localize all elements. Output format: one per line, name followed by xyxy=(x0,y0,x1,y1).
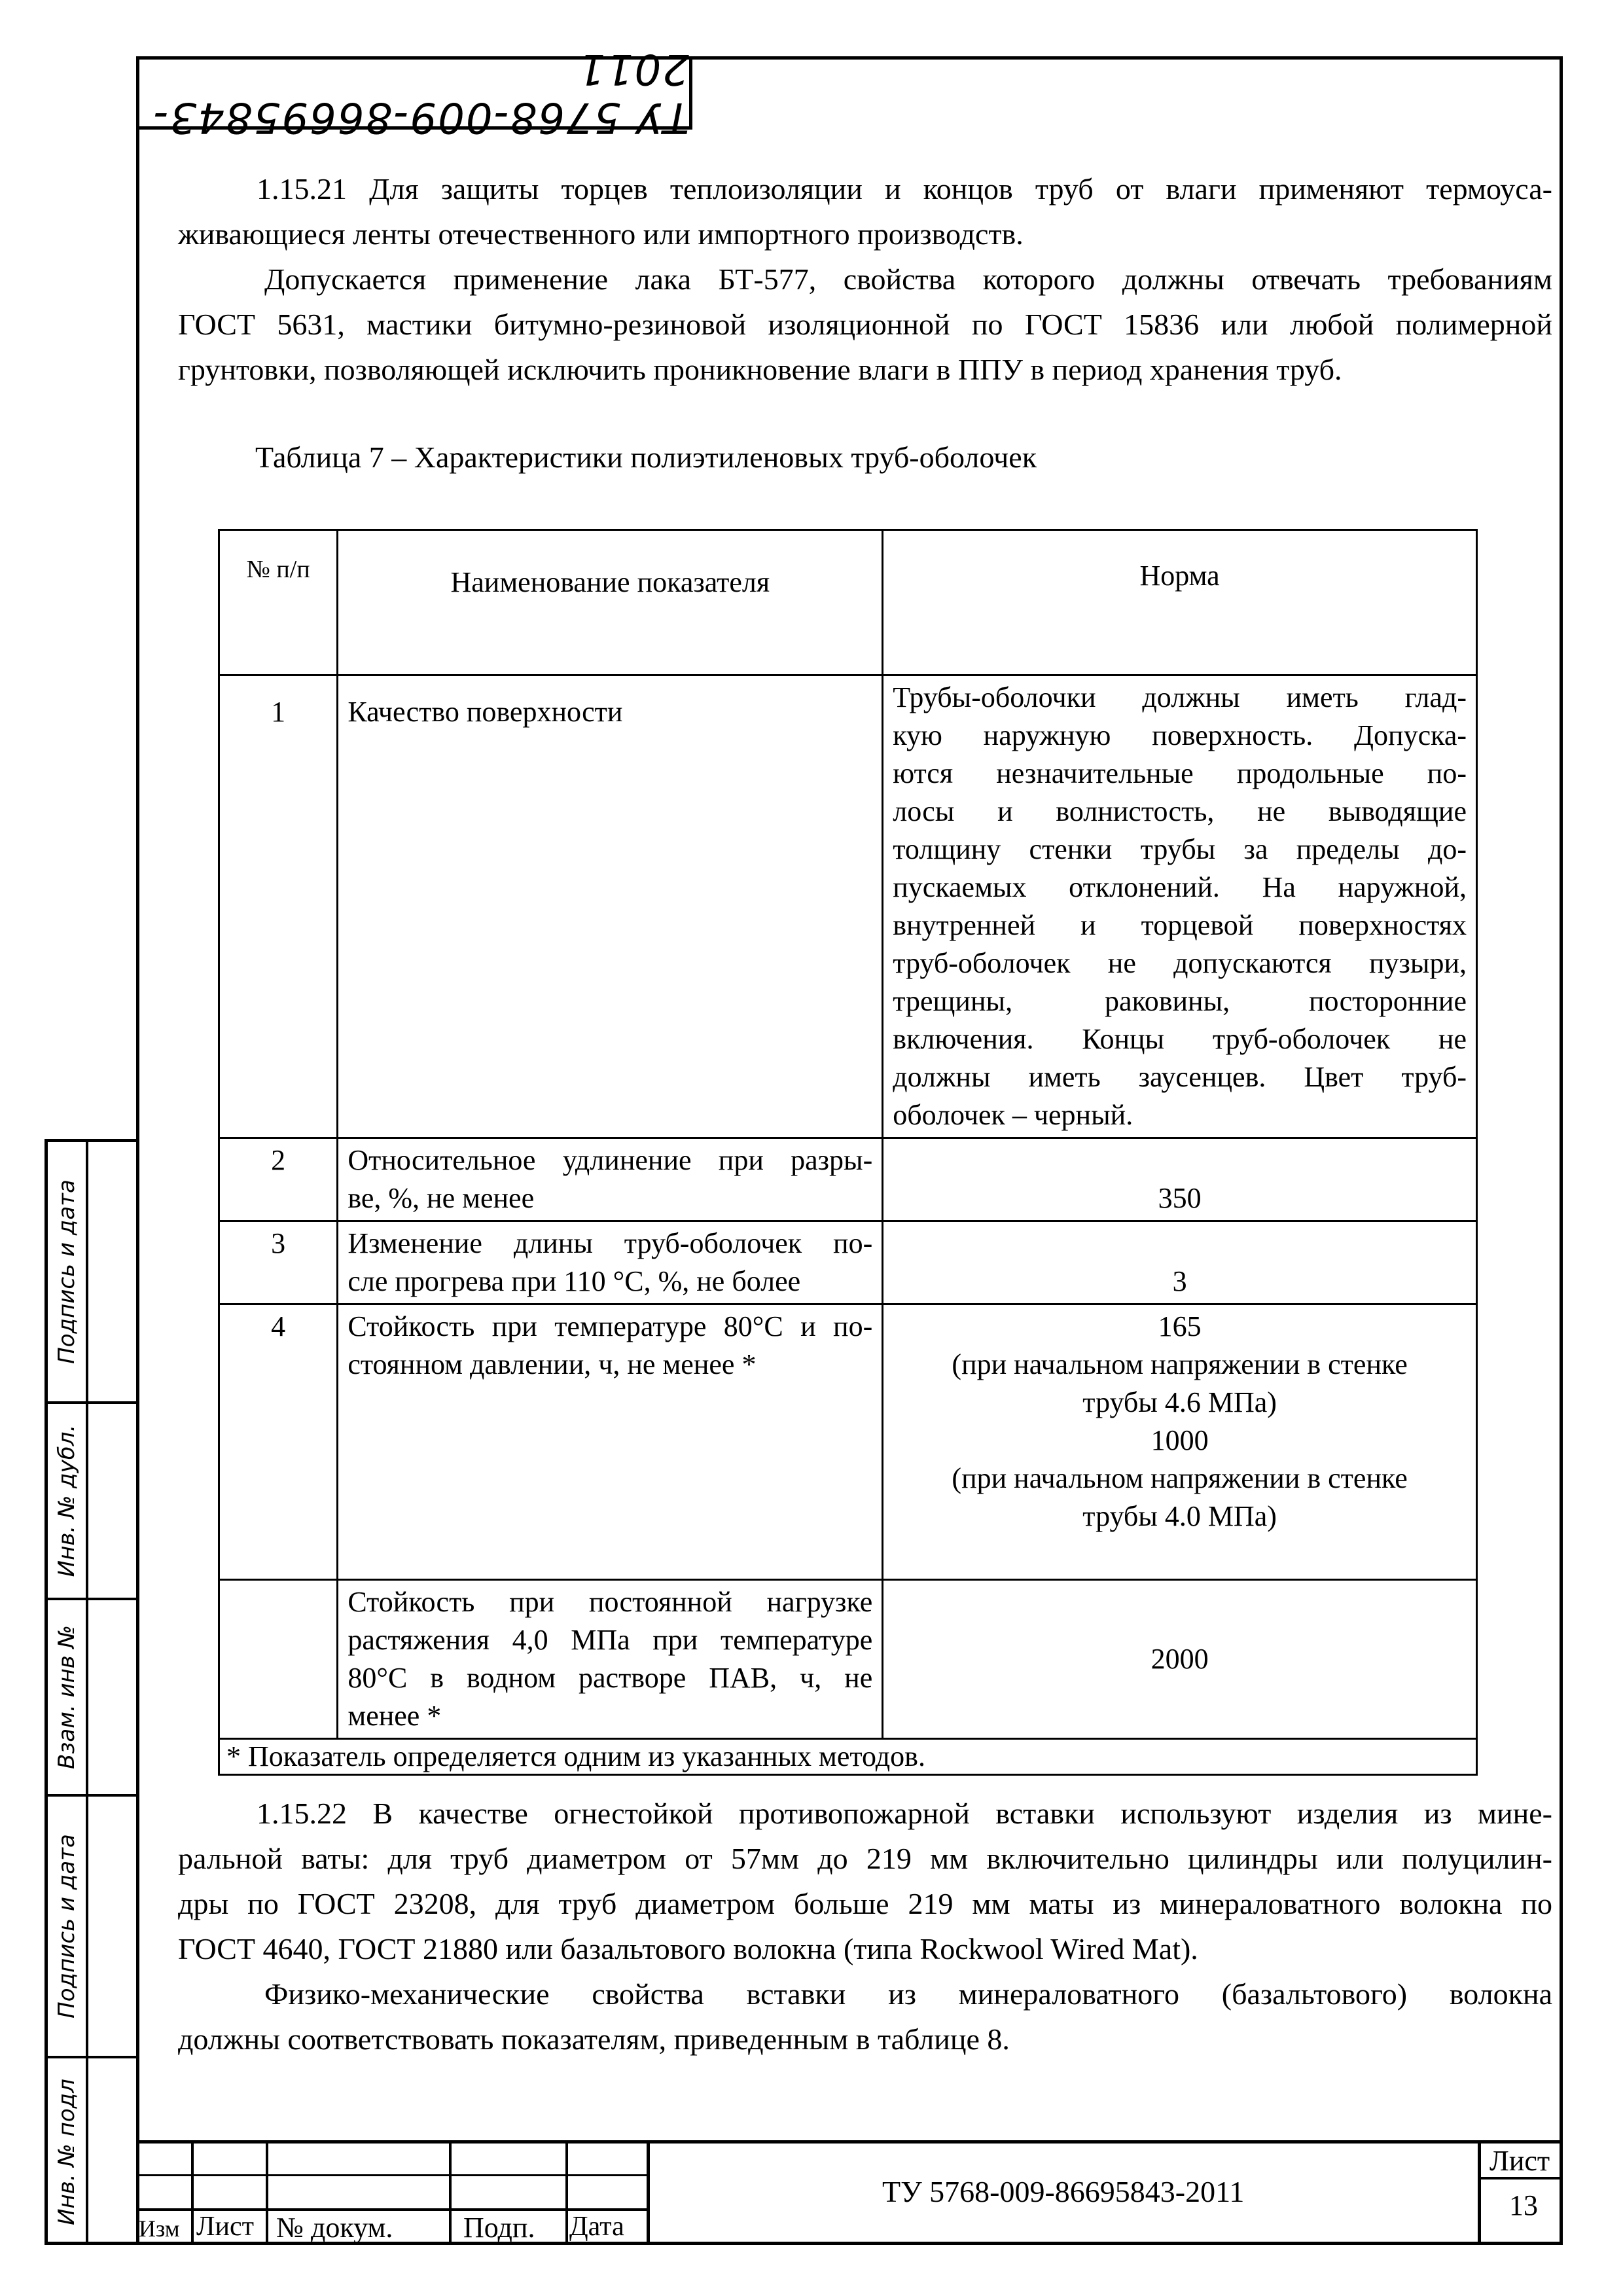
norm-line: трубы 4.6 МПа) xyxy=(1082,1386,1277,1418)
norm-line: Трубы-оболочки должны иметь глад- xyxy=(893,681,1467,713)
row-norm xyxy=(883,1304,1477,1580)
table-header-row xyxy=(219,530,1477,675)
norm-line: пускаемых отклонений. На наружной, xyxy=(893,871,1467,903)
name-line: стоянном давлении, ч, не менее * xyxy=(348,1348,757,1380)
row-num: 2 xyxy=(219,1138,338,1221)
tb-sheet-number: 13 xyxy=(1509,2189,1538,2221)
table-row xyxy=(219,1580,1477,1739)
name-line: Стойкость при температуре 80°С и по- xyxy=(348,1310,873,1342)
paragraph-line: ГОСТ 4640, ГОСТ 21880 или базальтового волокна (типа Rockwool Wired Mat). xyxy=(178,1932,1198,1965)
side-label: Инв. № подл xyxy=(54,2078,80,2225)
section-1-15-22 xyxy=(178,1791,1552,2062)
name-line: менее * xyxy=(348,1700,442,1732)
side-row-signature-date-2 xyxy=(48,1797,136,2058)
table-footnote-row xyxy=(219,1739,1477,1775)
side-label: Взам. инв № xyxy=(54,1624,80,1770)
row-num xyxy=(219,1580,338,1739)
table-caption: Таблица 7 – Характеристики полиэтиленовых труб-оболочек xyxy=(255,440,1037,474)
tb-line xyxy=(565,2140,568,2245)
paragraph-line: должны соответствовать показателям, приведенным в таблице 8. xyxy=(178,2022,1010,2056)
norm-line: толщину стенки трубы за пределы до- xyxy=(893,833,1467,865)
row-num: 1 xyxy=(219,675,338,1138)
table-footnote: * Показатель определяется одним из указанных методов. xyxy=(219,1739,1477,1775)
norm-line: кую наружную поверхность. Допуска- xyxy=(893,719,1467,751)
header-stamp xyxy=(136,45,692,141)
norm-line: (при начальном напряжении в стенке xyxy=(952,1462,1408,1494)
tb-sheet-label: Лист xyxy=(1489,2145,1550,2177)
tb-line xyxy=(449,2140,452,2245)
norm-line: 165 xyxy=(1158,1310,1202,1342)
norm-line: (при начальном напряжении в стенке xyxy=(952,1348,1408,1380)
name-line: Стойкость при постоянной нагрузке xyxy=(348,1586,873,1618)
row-name: Качество поверхности xyxy=(338,675,883,1138)
tb-line xyxy=(647,2140,650,2245)
paragraph-line: 1.15.21 Для защиты торцев теплоизоляции и концов труб от влаги применяют термоуса- xyxy=(257,172,1552,206)
side-label-cell xyxy=(48,2058,88,2245)
tb-designation: ТУ 5768-009-86695843-2011 xyxy=(882,2175,1245,2208)
tb-data: Дата xyxy=(569,2212,624,2242)
paragraph-line: живающиеся ленты отечественного или импортного производств. xyxy=(178,217,1024,251)
side-label: Подпись и дата xyxy=(54,1179,80,1364)
tb-list: Лист xyxy=(196,2212,254,2242)
side-row-inv-podl xyxy=(48,2058,136,2245)
paragraph-line: Допускается применение лака БТ-577, свойства которого должны отвечать требованиям xyxy=(264,262,1552,296)
table-row xyxy=(219,1138,1477,1221)
tb-line xyxy=(266,2140,268,2245)
norm-line: внутренней и торцевой поверхностях xyxy=(893,909,1467,941)
table-row xyxy=(219,675,1477,1138)
row-norm: 3 xyxy=(883,1221,1477,1304)
row-num: 4 xyxy=(219,1304,338,1580)
side-label: Инв. № дубл. xyxy=(54,1424,80,1577)
row-name xyxy=(338,1221,883,1304)
side-row-signature-date xyxy=(48,1142,136,1404)
row-num: 3 xyxy=(219,1221,338,1304)
section-1-15-21 xyxy=(178,166,1552,392)
tb-izm: Изм xyxy=(139,2215,180,2242)
tb-line xyxy=(136,2140,1563,2144)
header-name: Наименование показателя xyxy=(338,530,883,675)
paragraph-line: ральной ваты: для труб диаметром от 57мм до 219 мм включительно цилиндры или полуцилин- xyxy=(178,1842,1552,1875)
side-row-vzam-inv xyxy=(48,1600,136,1797)
paragraph-line: грунтовки, позволяющей исключить проникновение влаги в ППУ в период хранения труб. xyxy=(178,353,1342,386)
name-line: Относительное удлинение при разры- xyxy=(348,1144,873,1176)
paragraph-line: ГОСТ 5631, мастики битумно-резиновой изоляционной по ГОСТ 15836 или любой полимерной xyxy=(178,308,1552,341)
side-label: Подпись и дата xyxy=(54,1834,80,2018)
side-label-cell xyxy=(48,1142,88,1401)
norm-line: включения. Концы труб-оболочек не xyxy=(893,1023,1467,1055)
tb-line xyxy=(191,2140,194,2245)
header-stamp-text: ТУ 5768-009-86695843-2011 xyxy=(152,45,689,141)
side-row-inv-dubl xyxy=(48,1404,136,1600)
paragraph-line: Физико-механические свойства вставки из минераловатного (базальтового) волокна xyxy=(264,1977,1552,2011)
paragraph-line: дры по ГОСТ 23208, для труб диаметром больше 219 мм маты из минераловатного волокна по xyxy=(178,1887,1552,1920)
side-label-cell xyxy=(48,1797,88,2056)
norm-line: труб-оболочек не допускаются пузыри, xyxy=(893,947,1467,979)
norm-line: лосы и волнистость, не выводящие xyxy=(893,795,1467,827)
name-line: ве, %, не менее xyxy=(348,1182,535,1214)
paragraph-line: 1.15.22 В качестве огнестойкой противопожарной вставки используют изделия из мине- xyxy=(257,1797,1552,1830)
title-block xyxy=(136,2140,1563,2245)
name-line: Изменение длины труб-оболочек по- xyxy=(348,1227,873,1259)
name-line: сле прогрева при 110 °С, %, не более xyxy=(348,1265,801,1297)
tb-line xyxy=(1478,2140,1481,2245)
row-name xyxy=(338,1138,883,1221)
row-name xyxy=(338,1304,883,1580)
norm-line: ются незначительные продольные по- xyxy=(893,757,1467,789)
row-norm: 2000 xyxy=(883,1580,1477,1739)
norm-line: трещины, раковины, посторонние xyxy=(893,985,1467,1017)
norm-line: оболочек – черный. xyxy=(893,1099,1133,1131)
row-name xyxy=(338,1580,883,1739)
side-label-cell xyxy=(48,1404,88,1598)
table-row xyxy=(219,1304,1477,1580)
table-7 xyxy=(218,529,1478,1776)
norm-line: трубы 4.0 МПа) xyxy=(1082,1500,1277,1532)
norm-line: 1000 xyxy=(1150,1424,1209,1456)
name-line: 80°С в водном растворе ПАВ, ч, не xyxy=(348,1662,873,1694)
name-line: растяжения 4,0 МПа при температуре xyxy=(348,1624,873,1656)
tb-podp: Подп. xyxy=(463,2212,535,2244)
side-label-cell xyxy=(48,1600,88,1794)
table-row xyxy=(219,1221,1477,1304)
tb-line xyxy=(136,2174,648,2176)
row-norm xyxy=(883,675,1477,1138)
norm-line: должны иметь заусенцев. Цвет труб- xyxy=(893,1061,1467,1093)
header-num: № п/п xyxy=(219,530,338,675)
header-norm: Норма xyxy=(883,530,1477,675)
row-norm: 350 xyxy=(883,1138,1477,1221)
tb-doc: № докум. xyxy=(276,2212,393,2244)
side-stamp-column xyxy=(45,1139,136,2245)
